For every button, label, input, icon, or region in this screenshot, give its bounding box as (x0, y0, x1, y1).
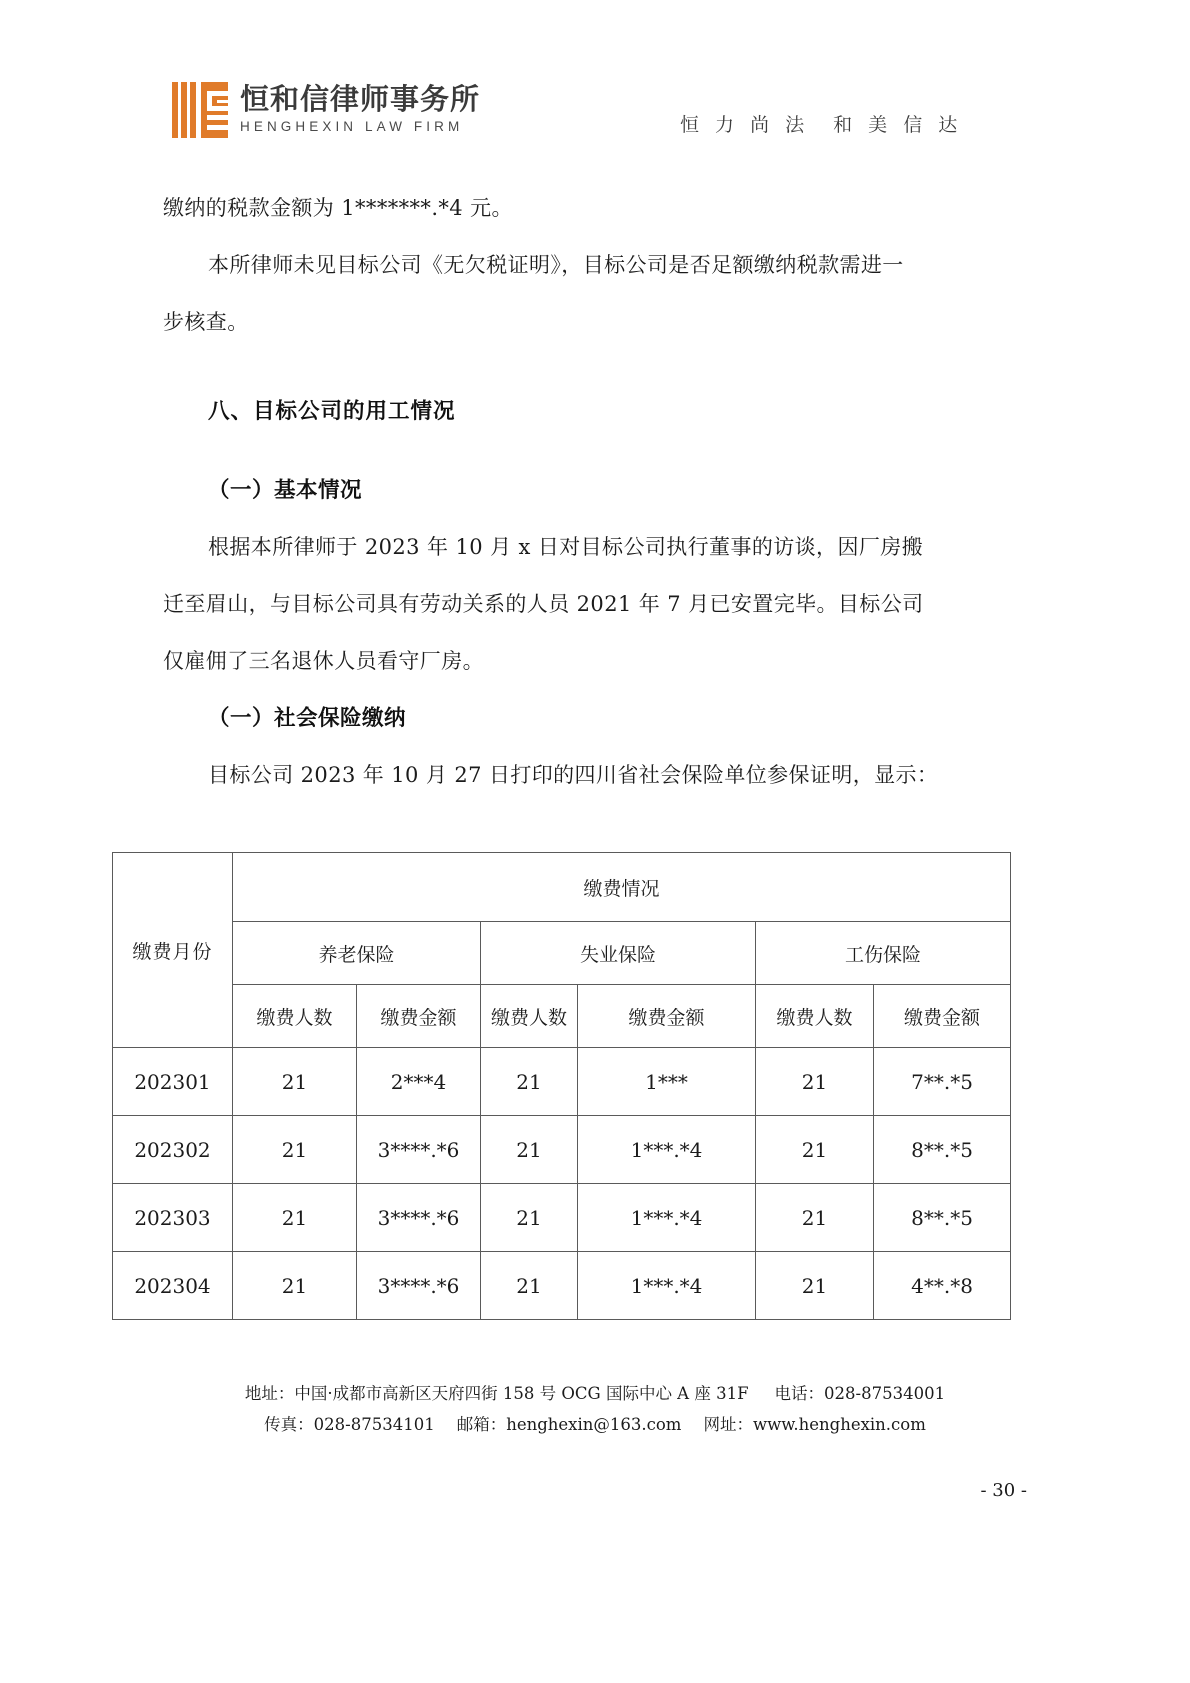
cell-unemployment-count: 21 (481, 1184, 578, 1252)
footer-fax: 传真：028-87534101 (264, 1415, 435, 1434)
cell-injury-amount: 8**.*5 (874, 1116, 1011, 1184)
header-month-label: 缴费月份 (113, 853, 233, 1048)
table-header-row-group (113, 853, 1011, 922)
cell-injury-amount: 7**.*5 (874, 1048, 1011, 1116)
cell-pension-amount: 3****.*6 (357, 1184, 481, 1252)
social-insurance-table-wrap (112, 852, 1010, 1320)
cell-unemployment-count: 21 (481, 1116, 578, 1184)
cell-injury-count: 21 (756, 1116, 874, 1184)
footer-phone: 电话：028-87534001 (774, 1384, 946, 1403)
table-row (113, 1116, 1011, 1184)
cell-pension-count: 21 (233, 1252, 357, 1320)
heading-subsection-social-insurance: （一）社会保险缴纳 (208, 706, 407, 731)
cell-injury-count: 21 (756, 1252, 874, 1320)
table-header-row-subfields (113, 985, 1011, 1048)
table-row (113, 1184, 1011, 1252)
cell-month: 202301 (113, 1048, 233, 1116)
logo-spiral-icon (201, 82, 228, 138)
header-insurance-injury: 工伤保险 (756, 922, 1011, 985)
paragraph-certificate-intro: 目标公司 2023 年 10 月 27 日打印的四川省社会保险单位参保证明，显示： (208, 763, 939, 787)
header-injury-amount: 缴费金额 (874, 985, 1011, 1048)
firm-name-cn: 恒和信律师事务所 (240, 82, 481, 116)
cell-unemployment-count: 21 (481, 1252, 578, 1320)
cell-pension-count: 21 (233, 1184, 357, 1252)
cell-unemployment-amount: 1***.*4 (578, 1184, 756, 1252)
firm-logo (172, 82, 480, 138)
footer-website: 网址：www.henghexin.com (703, 1415, 926, 1434)
paragraph-interview-line1: 根据本所律师于 2023 年 10 月 x 日对目标公司执行董事的访谈，因厂房搬 (208, 535, 924, 559)
heading-subsection-basic: （一）基本情况 (208, 478, 363, 503)
cell-unemployment-count: 21 (481, 1048, 578, 1116)
cell-injury-count: 21 (756, 1048, 874, 1116)
cell-month: 202304 (113, 1252, 233, 1320)
footer-email: 邮箱：henghexin@163.com (456, 1415, 682, 1434)
header-injury-count: 缴费人数 (756, 985, 874, 1048)
table-row (113, 1048, 1011, 1116)
header-unemployment-amount: 缴费金额 (578, 985, 756, 1048)
header-insurance-pension: 养老保险 (233, 922, 481, 985)
header-insurance-unemployment: 失业保险 (481, 922, 756, 985)
paragraph-interview-line3: 仅雇佣了三名退休人员看守厂房。 (163, 649, 484, 673)
paragraph-interview-line2: 迁至眉山，与目标公司具有劳动关系的人员 2021 年 7 月已安置完毕。目标公司 (163, 592, 924, 616)
firm-name-en: HENGHEXIN LAW FIRM (240, 119, 464, 135)
footer-line-1 (0, 1378, 1190, 1409)
paragraph-tax-amount: 缴纳的税款金额为 1*******.*4 元。 (163, 196, 513, 220)
heading-section-8: 八、目标公司的用工情况 (208, 399, 456, 424)
page-footer (0, 1378, 1190, 1440)
table-header-row-types (113, 922, 1011, 985)
cell-pension-count: 21 (233, 1116, 357, 1184)
paragraph-no-tax-cert-line1: 本所律师未见目标公司《无欠税证明》，目标公司是否足额缴纳税款需进一 (208, 253, 904, 277)
letterhead (0, 82, 1190, 152)
cell-month: 202303 (113, 1184, 233, 1252)
cell-injury-count: 21 (756, 1184, 874, 1252)
header-group-title: 缴费情况 (233, 853, 1011, 922)
header-pension-amount: 缴费金额 (357, 985, 481, 1048)
cell-unemployment-amount: 1***.*4 (578, 1116, 756, 1184)
cell-pension-amount: 2***4 (357, 1048, 481, 1116)
header-pension-count: 缴费人数 (233, 985, 357, 1048)
paragraph-no-tax-cert-line2: 步核查。 (163, 310, 249, 334)
footer-line-2 (0, 1409, 1190, 1440)
cell-pension-amount: 3****.*6 (357, 1252, 481, 1320)
header-unemployment-count: 缴费人数 (481, 985, 578, 1048)
social-insurance-table (112, 852, 1011, 1320)
cell-unemployment-amount: 1***.*4 (578, 1252, 756, 1320)
cell-unemployment-amount: 1*** (578, 1048, 756, 1116)
cell-injury-amount: 8**.*5 (874, 1184, 1011, 1252)
cell-month: 202302 (113, 1116, 233, 1184)
logo-mark-icon (172, 82, 228, 138)
firm-slogan: 恒 力 尚 法 和 美 信 达 (680, 114, 963, 136)
cell-pension-amount: 3****.*6 (357, 1116, 481, 1184)
table-row (113, 1252, 1011, 1320)
page-number: - 30 - (980, 1480, 1027, 1501)
logo-text (240, 82, 480, 134)
cell-pension-count: 21 (233, 1048, 357, 1116)
document-body (163, 180, 1027, 804)
logo-bars-icon (172, 82, 198, 138)
footer-address: 地址：中国·成都市高新区天府四街 158 号 OCG 国际中心 A 座 31F (244, 1384, 749, 1403)
cell-injury-amount: 4**.*8 (874, 1252, 1011, 1320)
